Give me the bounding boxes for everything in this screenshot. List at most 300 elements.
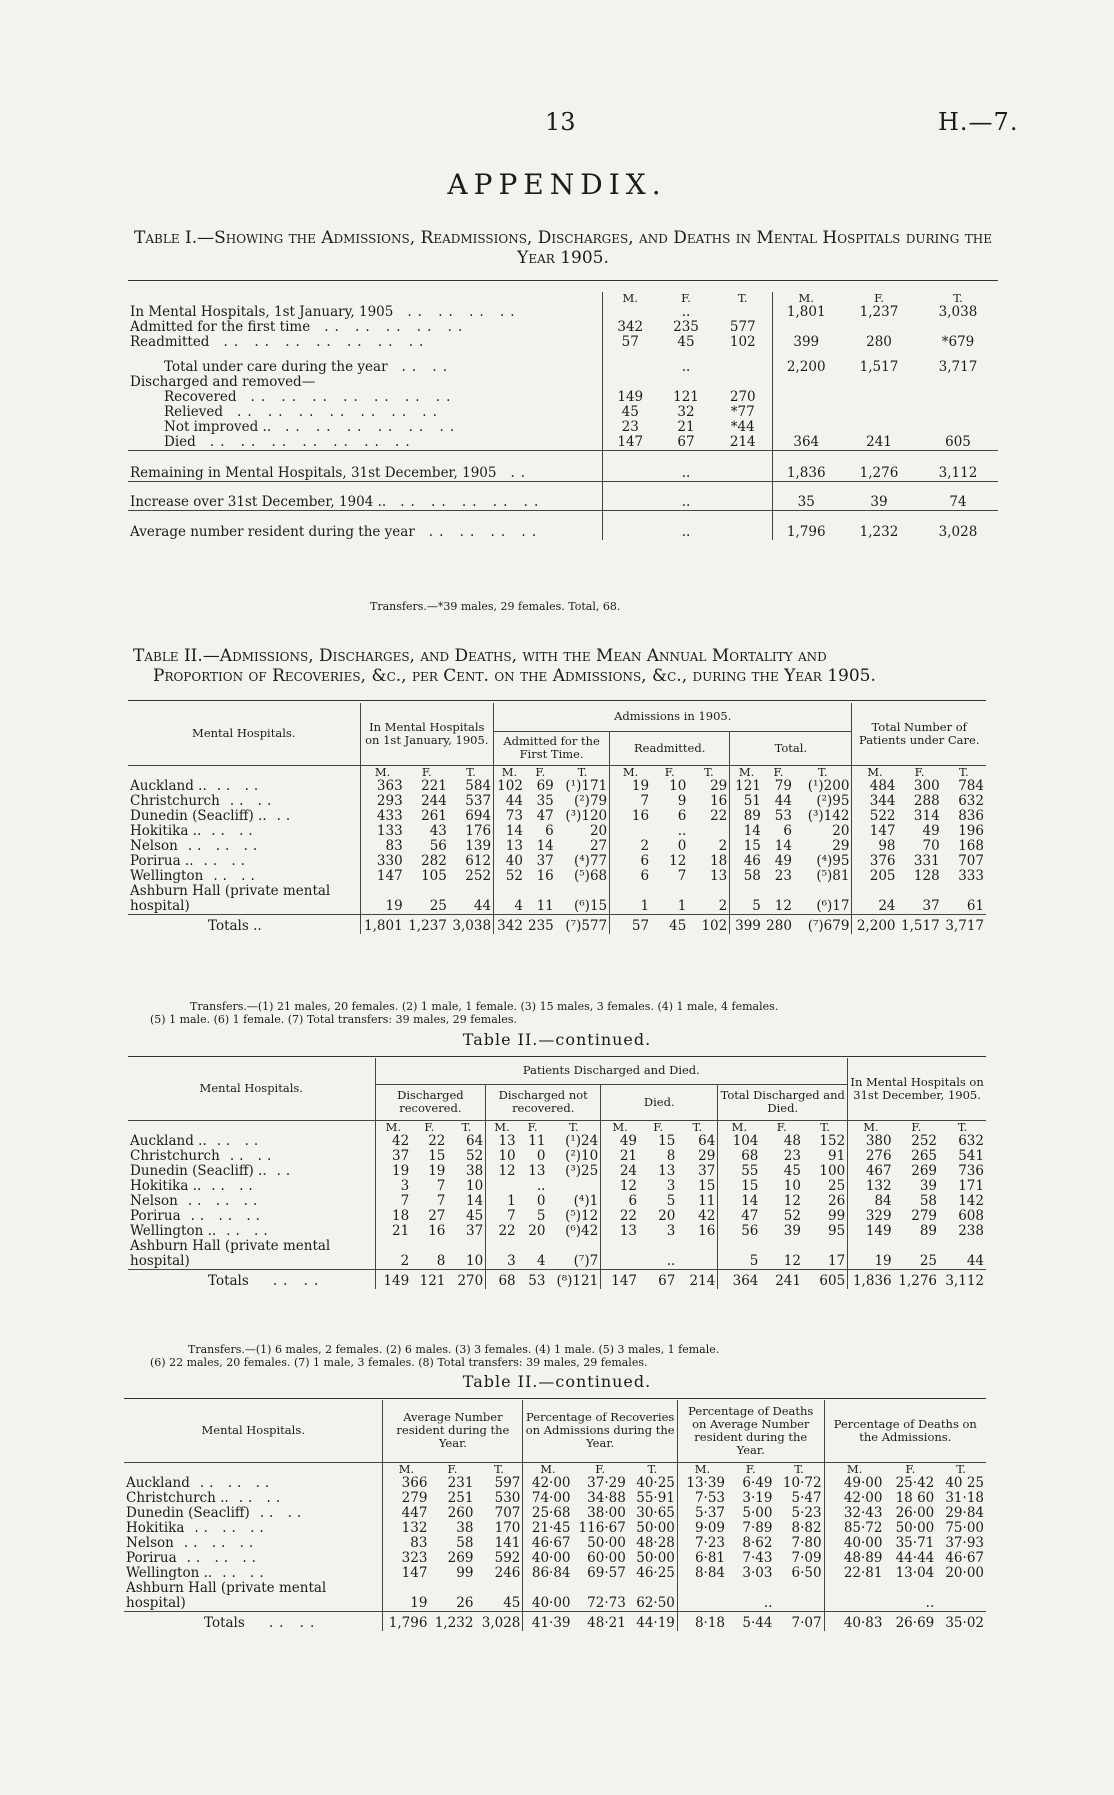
value-cell: 13 bbox=[601, 1224, 639, 1239]
value-cell: 221 bbox=[421, 777, 447, 794]
row-label-text: Admitted for the first time bbox=[130, 319, 311, 335]
table-cell bbox=[602, 451, 658, 482]
total-cell: 342 bbox=[494, 914, 525, 934]
leader-dots: .. .. .. .. .. .. .. bbox=[209, 434, 416, 450]
value-cell: 784 bbox=[958, 777, 984, 794]
value-cell: 18 bbox=[710, 852, 728, 869]
value-cell bbox=[677, 1239, 717, 1270]
value-cell: 836 bbox=[958, 807, 984, 824]
value-cell: (⁵)68 bbox=[574, 867, 608, 884]
row-label bbox=[128, 1179, 375, 1194]
total-cell: 399 bbox=[730, 914, 763, 934]
value-cell: 52 bbox=[494, 869, 525, 884]
col-head: M. bbox=[602, 292, 658, 305]
leader-dots: .. .. bbox=[226, 1222, 273, 1239]
table2b-mental-head: Mental Hospitals. bbox=[199, 1081, 303, 1096]
value-cell: 11 bbox=[698, 1192, 716, 1209]
table-row bbox=[128, 809, 986, 824]
value-cell: 447 bbox=[383, 1506, 430, 1521]
mft-head: F. bbox=[447, 1461, 458, 1476]
table2b-note1: Transfers.—(1) 6 males, 2 females. (2) 6 males. (3) 3 females. (4) 1 male. (5) 3 males, 1 female. bbox=[188, 1343, 720, 1356]
leader-dots: .. .. bbox=[216, 777, 264, 794]
table-row bbox=[128, 869, 986, 884]
value-cell: 14 bbox=[494, 824, 525, 839]
table2c-mft-row bbox=[124, 1462, 986, 1476]
value-cell bbox=[824, 1581, 884, 1612]
document-code: H.—7. bbox=[938, 108, 1019, 136]
value-cell: 231 bbox=[447, 1474, 474, 1491]
value-cell: 314 bbox=[913, 807, 940, 824]
table-row bbox=[128, 435, 998, 451]
hospital-name: Dunedin (Seacliff) bbox=[126, 1504, 250, 1521]
hospital-name: Wellington .. bbox=[130, 1222, 217, 1239]
value-cell: (²)95 bbox=[816, 792, 850, 809]
value-cell: 380 bbox=[848, 1134, 894, 1149]
total-cell: 35·02 bbox=[945, 1614, 984, 1631]
row-label bbox=[128, 405, 602, 420]
value-cell: 168 bbox=[958, 837, 984, 854]
hospital-name: Porirua .. bbox=[130, 852, 194, 869]
table-row bbox=[128, 1209, 986, 1224]
value-cell: 83 bbox=[383, 1536, 430, 1551]
mft-head: F. bbox=[595, 1461, 606, 1476]
total-cell: 40·83 bbox=[824, 1611, 884, 1631]
leader-dots: .. bbox=[276, 807, 296, 824]
value-cell: 7 bbox=[610, 794, 651, 809]
value-cell: 79 bbox=[774, 777, 792, 794]
mft-head: F. bbox=[421, 764, 432, 779]
value-cell: 21 bbox=[601, 1149, 639, 1164]
mft-head: F. bbox=[914, 764, 925, 779]
table-cell: 23 bbox=[602, 420, 658, 435]
table-cell bbox=[840, 320, 918, 335]
mft-head: M. bbox=[730, 765, 763, 779]
value-cell: 26·00 bbox=[895, 1504, 935, 1521]
total-cell: 8·18 bbox=[677, 1611, 727, 1631]
value-cell: 68 bbox=[718, 1149, 761, 1164]
value-cell: 24 bbox=[601, 1164, 639, 1179]
value-cell: 3 bbox=[375, 1179, 411, 1194]
table-cell bbox=[602, 305, 658, 320]
value-cell: 537 bbox=[465, 792, 492, 809]
table2-body bbox=[128, 779, 986, 934]
value-cell bbox=[547, 1179, 600, 1194]
mft-head: T. bbox=[957, 1119, 968, 1134]
table-row bbox=[128, 1149, 986, 1164]
hospital-name: Auckland bbox=[126, 1474, 190, 1491]
table-row bbox=[128, 320, 998, 335]
row-label bbox=[124, 1506, 383, 1521]
value-cell: 12 bbox=[601, 1179, 639, 1194]
mft-head: M. bbox=[824, 1462, 884, 1476]
value-cell: 23 bbox=[774, 867, 792, 884]
value-cell: 13 bbox=[528, 1162, 546, 1179]
value-cell: 1 bbox=[610, 884, 651, 915]
value-cell: 331 bbox=[913, 852, 940, 869]
hospital-name: Christchurch bbox=[130, 792, 220, 809]
leader-dots: .. .. bbox=[401, 359, 453, 375]
value-cell: 50·00 bbox=[636, 1519, 675, 1536]
value-cell: 46·67 bbox=[523, 1536, 573, 1551]
mft-head: T. bbox=[466, 764, 476, 779]
leader-dots: .. .. bbox=[272, 1272, 325, 1289]
table-cell bbox=[772, 390, 840, 405]
value-cell: 8·82 bbox=[791, 1519, 822, 1536]
value-cell: 7 bbox=[486, 1209, 518, 1224]
value-cell: 14 bbox=[536, 837, 554, 854]
value-cell: 91 bbox=[828, 1147, 846, 1164]
value-cell: 46·25 bbox=[636, 1564, 675, 1581]
table-cell: 270 bbox=[729, 389, 756, 405]
table-row bbox=[124, 1491, 986, 1506]
row-label bbox=[128, 854, 360, 869]
value-cell: 6 bbox=[610, 854, 651, 869]
col-head: F. bbox=[874, 291, 884, 305]
value-cell: 39 bbox=[783, 1222, 801, 1239]
value-cell: 13·04 bbox=[895, 1564, 935, 1581]
row-label bbox=[128, 1164, 375, 1179]
total-cell: 26·69 bbox=[895, 1614, 935, 1631]
mft-head: F. bbox=[776, 1119, 787, 1134]
mft-head: T. bbox=[461, 1119, 472, 1134]
value-cell: 0 bbox=[677, 837, 687, 854]
table-cell bbox=[714, 482, 772, 511]
value-cell: 14 bbox=[730, 824, 763, 839]
table-cell: 364 bbox=[772, 435, 840, 451]
table-row bbox=[128, 390, 998, 405]
value-cell: (⁷)7 bbox=[573, 1252, 599, 1269]
row-label-text: Recovered bbox=[164, 389, 237, 405]
mft-head: F. bbox=[653, 1119, 664, 1134]
total-cell: 48·21 bbox=[587, 1614, 626, 1631]
leader-dots: .. .. bbox=[211, 822, 258, 839]
table-cell: *77 bbox=[730, 404, 755, 420]
value-cell: (¹)200 bbox=[807, 777, 850, 794]
table-row bbox=[128, 350, 998, 375]
value-cell: 40 bbox=[494, 854, 525, 869]
value-cell: 19 bbox=[383, 1581, 430, 1612]
value-cell: 74·00 bbox=[523, 1491, 573, 1506]
value-cell: 52 bbox=[783, 1207, 801, 1224]
table-cell bbox=[918, 390, 998, 405]
table-row bbox=[128, 511, 998, 540]
total-cell: 102 bbox=[701, 917, 728, 934]
row-label-text: Total under care during the year bbox=[164, 359, 388, 375]
row-label bbox=[128, 839, 360, 854]
hospital-name: Wellington bbox=[130, 867, 204, 884]
total-cell: 605 bbox=[819, 1272, 846, 1289]
value-cell: (⁶)17 bbox=[816, 897, 850, 914]
value-cell: 4 bbox=[494, 884, 525, 915]
table-cell: .. bbox=[681, 359, 691, 375]
totals-label bbox=[128, 1269, 375, 1289]
total-cell: 1,801 bbox=[360, 914, 405, 934]
value-cell: 24 bbox=[852, 884, 898, 915]
row-label bbox=[128, 1149, 375, 1164]
value-cell: 40·00 bbox=[824, 1536, 884, 1551]
row-label bbox=[124, 1551, 383, 1566]
value-cell: (²)10 bbox=[565, 1147, 599, 1164]
table1 bbox=[128, 292, 998, 540]
value-cell bbox=[610, 824, 651, 839]
value-cell: 6·81 bbox=[677, 1551, 727, 1566]
col-head: T. bbox=[953, 291, 963, 305]
value-cell: 18 60 bbox=[895, 1489, 935, 1506]
value-cell: 37 bbox=[466, 1222, 484, 1239]
totals-label-text: Totals bbox=[204, 1614, 245, 1631]
value-cell: 31·18 bbox=[945, 1489, 984, 1506]
value-cell: 19 bbox=[848, 1239, 894, 1270]
table2b-mft-row bbox=[128, 1120, 986, 1134]
mft-head: T. bbox=[569, 1119, 579, 1134]
value-cell: 251 bbox=[447, 1489, 474, 1506]
value-cell: 58 bbox=[456, 1534, 474, 1551]
value-cell: (⁶)42 bbox=[565, 1222, 599, 1239]
value-cell: 25·68 bbox=[523, 1506, 573, 1521]
value-cell: 584 bbox=[465, 777, 492, 794]
table-cell: 2,200 bbox=[772, 350, 840, 375]
totals-row bbox=[128, 914, 986, 934]
table-cell bbox=[772, 320, 840, 335]
value-cell: 12 bbox=[783, 1192, 801, 1209]
leader-dots: .. .. .. .. .. bbox=[400, 494, 545, 510]
value-cell: 132 bbox=[848, 1179, 894, 1194]
table-cell: .. bbox=[681, 465, 691, 481]
row-label-text: Increase over 31st December, 1904 .. bbox=[130, 494, 387, 510]
table1-top-rule bbox=[128, 280, 998, 281]
table-row bbox=[124, 1566, 986, 1581]
row-label bbox=[128, 482, 602, 511]
table2-top-rule bbox=[128, 700, 986, 701]
hospital-name: Dunedin (Seacliff) .. bbox=[130, 1162, 267, 1179]
value-cell: 11 bbox=[536, 897, 554, 914]
mft-head: M. bbox=[718, 1120, 761, 1134]
value-cell: 330 bbox=[360, 854, 405, 869]
value-cell: 53 bbox=[774, 807, 792, 824]
value-cell: 5·37 bbox=[677, 1506, 727, 1521]
blank-head bbox=[128, 765, 360, 779]
leader-dots: .. .. .. .. .. .. bbox=[285, 419, 461, 435]
table-cell: 149 bbox=[602, 390, 658, 405]
value-cell: 132 bbox=[383, 1521, 430, 1536]
value-cell: (³)120 bbox=[565, 807, 608, 824]
table-cell: 1,517 bbox=[859, 359, 899, 375]
total-cell: 67 bbox=[658, 1272, 676, 1289]
table-cell bbox=[714, 375, 772, 390]
table-cell: .. bbox=[681, 523, 691, 540]
value-cell: 13 bbox=[710, 867, 728, 884]
value-cell: 61 bbox=[966, 897, 984, 914]
value-cell: 333 bbox=[958, 867, 984, 884]
table2b bbox=[128, 1058, 986, 1289]
totals-label-text: Totals bbox=[208, 1272, 249, 1289]
table-row bbox=[124, 1536, 986, 1551]
mft-head: T. bbox=[647, 1461, 658, 1476]
row-label bbox=[128, 1194, 375, 1209]
table-row bbox=[128, 824, 986, 839]
table2b-not-recovered-head: Discharged not recovered. bbox=[486, 1084, 601, 1120]
table-row bbox=[128, 1134, 986, 1149]
value-cell: 16 bbox=[610, 809, 651, 824]
table2c-top-rule bbox=[124, 1398, 986, 1399]
value-cell: 37 bbox=[698, 1162, 716, 1179]
table2-total-head: Total. bbox=[730, 731, 852, 765]
row-label bbox=[128, 320, 602, 335]
total-cell: 44·19 bbox=[636, 1614, 675, 1631]
mft-head: M. bbox=[610, 765, 651, 779]
table2-in-head: In Mental Hospitals on 1st January, 1905. bbox=[360, 703, 494, 765]
row-label bbox=[128, 1134, 375, 1149]
value-cell: 323 bbox=[383, 1551, 430, 1566]
value-cell: 7·80 bbox=[791, 1534, 822, 1551]
table-cell: 605 bbox=[945, 434, 971, 450]
table-row bbox=[128, 884, 986, 915]
table-cell: 399 bbox=[772, 335, 840, 350]
value-cell: 288 bbox=[913, 792, 940, 809]
value-cell: 40·25 bbox=[636, 1474, 675, 1491]
value-cell: 6 bbox=[610, 869, 651, 884]
row-label bbox=[128, 335, 602, 350]
blank-head bbox=[128, 1120, 375, 1134]
table2c-avg-head: Average Number resident during the Year. bbox=[383, 1400, 523, 1462]
totals-row bbox=[128, 1269, 986, 1289]
table2b-total-discharged-head: Total Discharged and Died. bbox=[718, 1084, 848, 1120]
table2b-recovered-head: Discharged recovered. bbox=[375, 1084, 486, 1120]
value-cell: 73 bbox=[494, 809, 525, 824]
value-cell: 26 bbox=[456, 1594, 474, 1611]
row-label bbox=[128, 1224, 375, 1239]
value-cell: 49 bbox=[774, 852, 792, 869]
table-cell: 147 bbox=[602, 435, 658, 451]
mft-head: M. bbox=[494, 765, 525, 779]
value-cell: 44 bbox=[774, 792, 792, 809]
table-cell: 35 bbox=[772, 482, 840, 511]
value-cell: 17 bbox=[828, 1252, 846, 1269]
table-cell: 57 bbox=[602, 335, 658, 350]
value-cell: 39 bbox=[919, 1177, 938, 1194]
mft-head: F. bbox=[424, 1119, 435, 1134]
value-cell: 152 bbox=[819, 1132, 846, 1149]
table-cell bbox=[772, 420, 840, 435]
value-cell: .. bbox=[763, 1594, 773, 1611]
value-cell: 8 bbox=[666, 1147, 676, 1164]
table-cell bbox=[602, 511, 658, 540]
mft-head: F. bbox=[911, 1119, 922, 1134]
value-cell: 72·73 bbox=[587, 1594, 626, 1611]
value-cell: 48 bbox=[783, 1132, 801, 1149]
value-cell: 3·03 bbox=[742, 1564, 773, 1581]
leader-dots: .. .. bbox=[203, 852, 250, 869]
table-row bbox=[128, 420, 998, 435]
value-cell: 10 bbox=[783, 1177, 801, 1194]
value-cell: 95 bbox=[828, 1222, 846, 1239]
table-row bbox=[124, 1506, 986, 1521]
value-cell: 13 bbox=[658, 1162, 676, 1179]
row-label bbox=[128, 1239, 375, 1270]
mft-head: F. bbox=[745, 1461, 756, 1476]
value-cell: 6 bbox=[545, 822, 554, 839]
row-label bbox=[128, 869, 360, 884]
hospital-name: Hokitika bbox=[126, 1519, 185, 1536]
total-cell: (⁷)679 bbox=[807, 917, 850, 934]
value-cell: 12 bbox=[486, 1164, 518, 1179]
value-cell: 10 bbox=[466, 1177, 484, 1194]
value-cell: 13·39 bbox=[677, 1476, 727, 1491]
table2b-caption: Table II.—continued. bbox=[462, 1030, 652, 1049]
value-cell: 7 bbox=[436, 1192, 446, 1209]
value-cell: 26 bbox=[828, 1192, 846, 1209]
value-cell: 2 bbox=[375, 1239, 411, 1270]
value-cell: 29 bbox=[710, 777, 728, 794]
table-cell bbox=[918, 375, 998, 390]
value-cell bbox=[486, 1179, 518, 1194]
value-cell: 363 bbox=[360, 779, 405, 794]
leader-dots: .. .. bbox=[222, 1564, 269, 1581]
total-cell: 1,237 bbox=[408, 917, 447, 934]
value-cell: 15 bbox=[698, 1177, 716, 1194]
value-cell: 6 bbox=[677, 807, 687, 824]
value-cell: 238 bbox=[958, 1222, 984, 1239]
table-row bbox=[128, 854, 986, 869]
value-cell: 99 bbox=[828, 1207, 846, 1224]
table-cell: *679 bbox=[941, 334, 975, 350]
value-cell: 62·50 bbox=[636, 1594, 675, 1611]
value-cell: 20 bbox=[658, 1207, 676, 1224]
value-cell: 46 bbox=[730, 854, 763, 869]
mft-head: M. bbox=[677, 1462, 727, 1476]
total-cell: (⁷)577 bbox=[565, 917, 608, 934]
value-cell: 244 bbox=[421, 792, 447, 809]
value-cell: 7 bbox=[677, 867, 687, 884]
table-cell: 235 bbox=[673, 319, 699, 335]
value-cell: 608 bbox=[958, 1207, 984, 1224]
value-cell: 13 bbox=[494, 839, 525, 854]
value-cell: 60·00 bbox=[587, 1549, 626, 1566]
value-cell: 0 bbox=[536, 1147, 546, 1164]
value-cell: .. bbox=[925, 1594, 935, 1611]
row-label bbox=[128, 1209, 375, 1224]
value-cell: 102 bbox=[494, 779, 525, 794]
value-cell: 11 bbox=[528, 1132, 546, 1149]
value-cell: 1 bbox=[677, 897, 687, 914]
value-cell: 149 bbox=[848, 1224, 894, 1239]
table-cell: 280 bbox=[866, 334, 892, 350]
mft-head: M. bbox=[848, 1120, 894, 1134]
value-cell: 50·00 bbox=[895, 1519, 935, 1536]
value-cell: 7·53 bbox=[677, 1491, 727, 1506]
table2-under-care-head: Total Number of Patients under Care. bbox=[852, 703, 986, 765]
total-cell: 1,517 bbox=[901, 917, 940, 934]
table-cell bbox=[840, 375, 918, 390]
value-cell: 37 bbox=[536, 852, 554, 869]
table-cell bbox=[714, 305, 772, 320]
leader-dots: .. .. .. .. bbox=[428, 523, 543, 540]
table-cell: .. bbox=[681, 494, 691, 510]
value-cell: 30·65 bbox=[636, 1504, 675, 1521]
value-cell: 8·62 bbox=[742, 1534, 773, 1551]
hospital-name: Ashburn Hall (private mental hospital) bbox=[130, 1237, 331, 1269]
value-cell: 15 bbox=[428, 1147, 446, 1164]
table-cell bbox=[918, 420, 998, 435]
value-cell: 15 bbox=[658, 1132, 676, 1149]
table-cell: 214 bbox=[729, 434, 756, 450]
leader-dots: .. .. bbox=[213, 867, 260, 884]
table-cell bbox=[602, 350, 658, 375]
value-cell: 176 bbox=[465, 822, 492, 839]
value-cell: 5 bbox=[718, 1239, 761, 1270]
table2-title-line2: Proportion of Recoveries, &c., per Cent. on the Admissions, &c., during the Year 1905. bbox=[153, 666, 876, 686]
table2-note1: Transfers.—(1) 21 males, 20 females. (2) 1 male, 1 female. (3) 15 males, 3 females. (4) 1 male, 4 females. bbox=[190, 1000, 779, 1013]
